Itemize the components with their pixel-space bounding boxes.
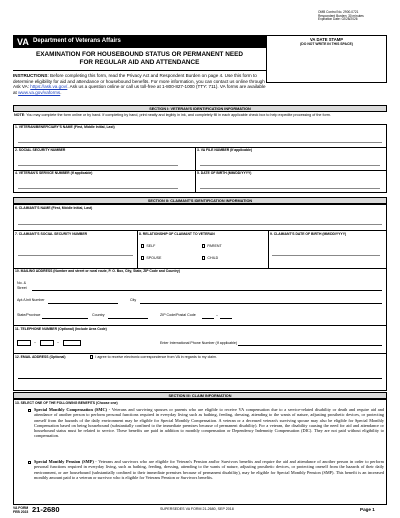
claimant-dob-field[interactable] xyxy=(272,246,380,256)
smc-text: - Veterans and surviving spouses or parents who are eligible to receive VA compensation due to a service-related disability or death and require aid and attendance of another person to perform personal functions required in everyday living such as bathing, feeding, dressing, attending to the wants of nature, adjusting prosthetic devices, or protecting oneself from the hazards of the daily environment may be eligible for Special Monthly Compensation. A veteran or a deceased veteran's surviving spouse may also be eligible for Special Monthly Compensation based on being housebound (substantially confined to the immediate premises because of permanent disability). For a veteran, the disability causing the need for aid and attendance or housebound status must be related to service. These benefits are paid in addition to monthly compensation or Dependency Indemnity Compensation (DIC). They are not paid without eligibility to compensation. xyxy=(34,407,384,439)
expiration-date: Expiration Date: 02/28/2026 xyxy=(318,17,358,22)
city-label: City xyxy=(130,298,137,302)
footer-supersedes: SUPERSEDES VA FORM 21-2680, SEP 2018 xyxy=(160,507,234,511)
parent-checkbox[interactable] xyxy=(202,244,205,247)
smc-title: Special Monthly Compensation (SMC) xyxy=(34,407,107,412)
country-label: Country xyxy=(92,313,105,317)
footer-form-label xyxy=(13,506,28,514)
email-field[interactable] xyxy=(18,378,382,379)
child-label: CHILD xyxy=(207,256,219,260)
omb-info xyxy=(318,11,398,22)
service-number-field[interactable] xyxy=(18,179,178,189)
phone-prefix[interactable] xyxy=(40,340,54,346)
veteran-name-label: 1. VETERAN/BENEFICIARY'S NAME (First, Middle Initial, Last) xyxy=(15,125,115,129)
instructions-text-2: . Ask us a question online or call us toll-free at 1-800-827-1000 (TTY: 711). VA forms are available at xyxy=(13,84,266,95)
spouse-label: SPOUSE xyxy=(146,256,162,260)
email-consent[interactable] xyxy=(90,355,217,359)
instructions-block xyxy=(13,70,266,105)
claimant-ssn-field[interactable] xyxy=(18,246,133,256)
completion-note xyxy=(13,112,387,124)
form-title xyxy=(13,51,266,67)
zip-field-2[interactable] xyxy=(220,318,232,319)
phone-line-number[interactable] xyxy=(63,340,81,346)
instructions-text: : Before completing this form, read the Privacy Act and Respondent Burden on page 4. Use this form to determine eligibility for aid and attendance or housebound benefits. For more information, you can contact us online through Ask VA: xyxy=(13,73,265,90)
state-field[interactable] xyxy=(42,318,88,319)
veteran-dob-label: 5. DATE OF BIRTH (MM/DD/YYYY) xyxy=(197,171,252,175)
phone-area-code[interactable] xyxy=(17,340,31,346)
apt-unit-label: Apt./Unit Number xyxy=(17,298,45,302)
zip-field-1[interactable] xyxy=(202,318,214,319)
footer-page-number: Page 1 xyxy=(360,507,375,512)
smc-description xyxy=(34,407,384,439)
va-file-number-field[interactable] xyxy=(200,156,380,166)
smp-text: - Veterans and survivors who are eligible for Veteran's Pension and/or Survivors benefits and require the aid and attendance of another person in order to perform personal functions required in everyday living, such as bathing, feeding, dressing, attending to the wants of nature, adjusting prosthetic devices, or protecting oneself from the hazards of their daily environment, or are housebound (substantially confined to their immediate premises because of permanent disability), may be eligible for Special Monthly Pension (SMP). This benefit is an increased monthly amount paid to a veteran or survivor who is eligible for Veterans Pension or Survivors benefits. xyxy=(34,459,384,480)
footer-va-form: VA FORM xyxy=(13,506,29,510)
agency-name: Department of Veterans Affairs xyxy=(33,38,121,44)
ask-va-link[interactable]: https://ask.va.gov/ xyxy=(30,84,68,90)
country-field[interactable] xyxy=(108,318,148,319)
section-3-header: SECTION III: CLAIM INFORMATION xyxy=(13,392,387,399)
parent-label: PARENT xyxy=(207,244,222,248)
note-label: NOTE xyxy=(14,113,25,117)
va-seal-icon xyxy=(17,37,29,46)
relationship-label: 8. RELATIONSHIP OF CLAIMANT TO VETERAN xyxy=(139,232,215,236)
instructions-label: INSTRUCTIONS xyxy=(13,73,48,78)
email-consent-checkbox[interactable] xyxy=(90,355,93,358)
va-file-number-label: 3. VA FILE NUMBER (If applicable) xyxy=(197,148,253,152)
claimant-name-field[interactable] xyxy=(18,213,382,225)
email-label: 12. EMAIL ADDRESS (Optional) xyxy=(15,355,66,359)
telephone-label: 11. TELEPHONE NUMBER (Optional) (Include Area Code) xyxy=(15,327,107,331)
relationship-parent-option[interactable] xyxy=(202,244,222,248)
smc-checkbox[interactable] xyxy=(28,409,31,412)
omb-control-number: OMB Control No. 2900-0721 xyxy=(318,10,359,14)
footer-edition: FEB 2023 xyxy=(13,510,29,514)
service-number-label: 4. VETERAN'S SERVICE NUMBER (If applicable) xyxy=(15,171,93,175)
smp-description xyxy=(34,459,384,480)
smp-checkbox[interactable] xyxy=(28,461,31,464)
intl-phone-label: Enter International Phone Number (If applicable) xyxy=(160,341,238,345)
veteran-ssn-label: 2. SOCIAL SECURITY NUMBER xyxy=(15,148,66,152)
street-field[interactable] xyxy=(32,290,382,291)
self-checkbox[interactable] xyxy=(141,244,144,247)
date-stamp-note: (DO NOT WRITE IN THIS SPACE) xyxy=(300,42,353,46)
form-title-line-2: FOR REGULAR AID AND ATTENDANCE xyxy=(79,59,200,66)
svg-text:VA: VA xyxy=(17,37,29,46)
relationship-child-option[interactable] xyxy=(202,256,218,260)
veteran-dob-field[interactable] xyxy=(200,179,380,189)
smp-title: Special Monthly Pension (SMP) xyxy=(34,459,94,464)
state-label: State/Province xyxy=(17,313,41,317)
address-number-label: No. & xyxy=(17,281,26,285)
veteran-ssn-field[interactable] xyxy=(18,156,178,166)
date-stamp-title: VA DATE STAMP xyxy=(309,37,344,42)
relationship-self-option[interactable] xyxy=(141,244,155,248)
child-checkbox[interactable] xyxy=(202,256,205,259)
form-title-line-1: EXAMINATION FOR HOUSEBOUND STATUS OR PERMANENT NEED xyxy=(36,51,243,58)
mailing-address-label: 10. MAILING ADDRESS (Number and street or rural route, P. O. Box, City, State, ZIP Code and Country) xyxy=(15,269,180,273)
city-field[interactable] xyxy=(140,303,382,304)
section-1-header: SECTION I: VETERAN'S IDENTIFICATION INFORMATION xyxy=(13,105,387,112)
spouse-checkbox[interactable] xyxy=(141,256,144,259)
relationship-spouse-option[interactable] xyxy=(141,256,161,260)
veteran-name-field[interactable] xyxy=(18,131,382,143)
note-text: : You may complete the form online or by hand. If completing by hand, print neatly and legibly in ink, and completely fill in each applicable check box to help expedite processing of the form. xyxy=(24,113,331,117)
benefit-select-label: 13. SELECT ONE OF THE FOLLOWING BENEFITS (Choose one) xyxy=(15,401,118,405)
street-label xyxy=(17,281,27,291)
footer-form-number: 21-2680 xyxy=(32,505,60,514)
apt-unit-field[interactable] xyxy=(48,303,118,304)
zip-label: ZIP Code/Postal Code xyxy=(160,313,196,317)
intl-phone-field[interactable] xyxy=(238,345,382,346)
agency-banner xyxy=(13,35,266,48)
email-consent-text: I agree to receive electronic correspondence from VA in regards to my claim. xyxy=(95,355,217,359)
self-label: SELF xyxy=(146,244,156,248)
respondent-burden: Respondent Burden: 30 minutes xyxy=(318,13,364,18)
claimant-name-label: 6. CLAIMANT'S NAME (First, Middle Initial, Last) xyxy=(15,206,93,210)
address-street-label: Street xyxy=(17,286,27,290)
va-date-stamp-box xyxy=(266,35,387,83)
claimant-ssn-label: 7. CLAIMANT'S SOCIAL SECURITY NUMBER xyxy=(15,232,88,236)
claimant-dob-label: 9. CLAIMANT'S DATE OF BIRTH (MM/DD/YYYY) xyxy=(270,232,347,236)
va-forms-link[interactable]: www.va.gov/vaforms xyxy=(18,89,61,95)
section-2-header: SECTION II: CLAIMANT'S IDENTIFICATION INFORMATION xyxy=(13,197,387,204)
instructions-text-3: . xyxy=(60,89,62,95)
